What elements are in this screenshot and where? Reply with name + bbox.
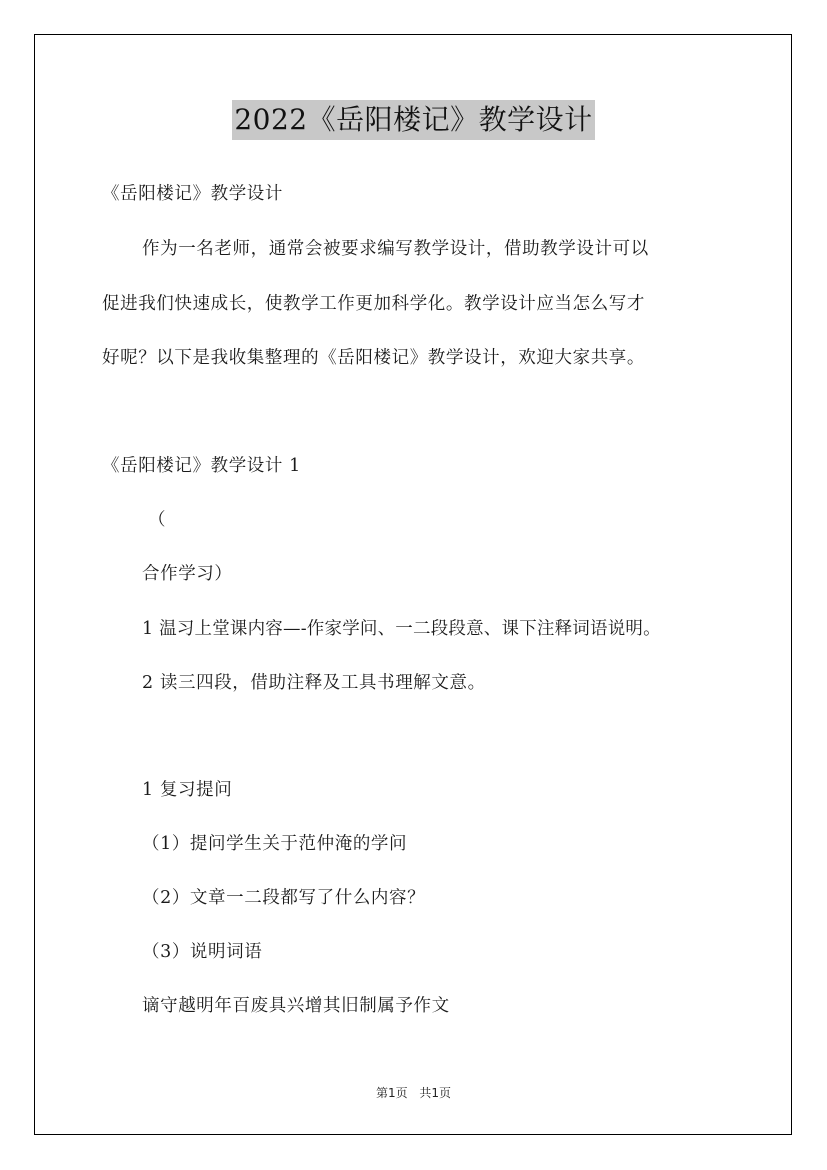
intro-line-3: 好呢？以下是我收集整理的《岳阳楼记》教学设计，欢迎大家共享。 <box>102 348 645 368</box>
page-current: 第1页 <box>375 1086 408 1100</box>
review-heading: 1 复习提问 <box>142 780 233 800</box>
section-heading-1: 《岳阳楼记》教学设计 1 <box>102 456 301 476</box>
intro-line-1: 作为一名老师，通常会被要求编写教学设计，借助教学设计可以 <box>142 239 649 259</box>
document-subtitle: 《岳阳楼记》教学设计 <box>102 184 283 204</box>
question-2: （2）文章一二段都写了什么内容？ <box>142 888 426 908</box>
step-2: 2 读三四段，借助注释及工具书理解文意。 <box>142 673 486 693</box>
step-1: 1 温习上堂课内容—-作家学问、一二段段意、课下注释词语说明。 <box>142 619 661 639</box>
question-3: （3）说明词语 <box>142 942 263 962</box>
document-title: 2022《岳阳楼记》教学设计 <box>232 100 594 140</box>
page-total: 共1页 <box>419 1086 452 1100</box>
paren-open: （ <box>148 510 167 530</box>
intro-line-2: 促进我们快速成长，使教学工作更加科学化。教学设计应当怎么写才 <box>102 294 645 314</box>
page-footer <box>0 1084 827 1101</box>
vocabulary-words: 谪守越明年百废具兴增其旧制属予作文 <box>142 996 450 1016</box>
cooperative-learning: 合作学习） <box>142 564 233 584</box>
question-1: （1）提问学生关于范仲淹的学问 <box>142 834 408 854</box>
title-container <box>0 100 827 140</box>
